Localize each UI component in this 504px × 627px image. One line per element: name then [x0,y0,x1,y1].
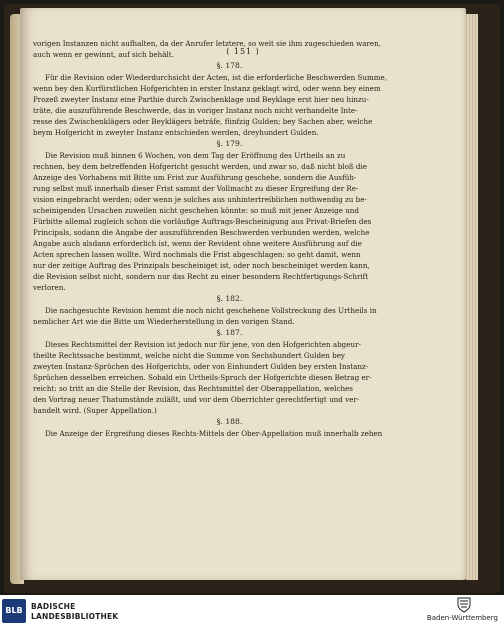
blb-logo[interactable]: BLB [2,599,26,623]
text-line: träte, die auszuführende Beschwerde, das in voriger Instanz noch nicht verhandelte Inte- [33,106,358,115]
text-line: Dieses Rechtsmittel der Revision ist jedoch nur für jene, von den Hofgerichten abgeur- [45,340,361,349]
text-line: auch wenn er gewinnt, auf sich behält. [33,50,174,59]
text-line: theilte Rechtssache bestimmt, welche nicht die Summe von Sechshundert Gulden bey [33,351,345,360]
section-heading: §. 188. [216,417,243,426]
library-name-line2: LANDESBIBLIOTHEK [31,611,119,621]
section-heading: §. 187. [216,328,243,337]
text-line: den Vortrag neuer Thatumstände zuläßt, und vor dem Oberrichter gerechtfertigt und ver- [33,395,360,404]
library-name-line1: BADISCHE [31,602,76,611]
page-number: ( 151 ) [226,47,260,56]
text-line: reicht: so tritt an die Stelle der Revision, das Rechtsmittel der Oberappellation, welches [33,384,353,393]
text-line: Fürbitte allemal zugleich schon die vorläufige Auftrags-Bescheinigung aus Privat-Briefen des [33,217,372,226]
text-line: resse des Zwischenklägers oder Beyklägers beträfe, fünfzig Gulden; bey Sachen aber, welche [33,117,373,126]
text-line: vision eingebracht werden; oder wenn je solches aus unhintertreiblichen nothwendig zu be- [33,195,367,204]
text-line: zweyten Instanz-Sprüchen des Hofgerichts, oder von Einhundert Gulden bey ersten Instanz- [33,362,369,371]
text-line: Anzeige des Vorhabens mit Bitte um Frist zur Ausführung geschehe, sondern die Ausfüh- [33,173,357,182]
page-text [33,36,426,439]
text-line: Sprüchen desselben erreichen. Sobald ein Urtheils-Spruch der Hofgerichte diesen Betrag er- [33,373,372,382]
library-name[interactable] [31,602,118,621]
text-line: Die nachgesuchte Revision hemmt die noch nicht geschehene Vollstreckung des Urtheils in [45,306,377,315]
text-line: beym Hofgericht in zweyter Instanz entschieden werden, dreyhundert Gulden. [33,128,319,137]
section-heading: §. 182. [216,294,243,303]
text-line: Acten sprechen lassen wollte. Wird nochmals die Frist abgeschlagen: so geht damit, wenn [33,250,361,259]
text-line: Prozeß zweyter Instanz eine Parthie durch Zwischenklage und Beyklage erst hier neu hinzu- [33,95,369,104]
text-line: Principals, sodann die Angabe der auszuführenden Beschwerden verbunden werden, welche [33,228,370,237]
text-line: wenn bey den Kurfürstlichen Hofgerichten in erster Instanz geklagt wird, oder wenn bey einem [33,84,381,93]
text-line: Für die Revision oder Wiederdurchsicht der Acten, ist die erforderliche Beschwerden Summe, [45,73,388,82]
text-line: handelt wird. (Super Appellation.) [33,406,157,415]
text-line: rung selbst muß innerhalb dieser Frist sammt der Vollmacht zu dieser Ergreifung der Re- [33,184,359,193]
text-line: die Revision selbst nicht, sondern nur das Recht zu einer besondern Rechtfertigungs-Schrift [33,272,369,281]
text-line: verloren. [33,283,66,292]
footer-bar [0,595,504,627]
text-line: Die Anzeige der Ergreifung dieses Rechts-Mittels der Ober-Appellation muß innerhalb zehen [45,429,383,438]
text-line: rechnen, bey dem betreffenden Hofgericht gesucht werden, und zwar so, daß nicht bloß die [33,162,368,171]
text-line: scheinigenden Ursachen zuweilen nicht geschehen könnte: so muß mit jener Anzeige und [33,206,359,215]
baden-wuerttemberg-crest-icon [457,597,471,613]
text-line: nur der zeitige Auftrag des Prinzipals bescheiniget ist, oder noch bescheiniget werden kann, [33,261,370,270]
text-line: vorigen Instanzen nicht aufhalten, da der Anrufer letztere, so weit sie ihm zugeschieden waren, [33,39,382,48]
section-heading: §. 178. [216,61,243,70]
page-stack-edge [466,14,478,580]
section-heading: §. 179. [216,139,243,148]
text-line: Die Revision muß binnen 6 Wochen, von dem Tag der Eröffnung des Urtheils an zu [45,151,346,160]
region-label[interactable]: Baden-Württemberg [426,614,498,622]
text-line: Angabe auch alsdann erforderlich ist, wenn der Revident ohne weitere Ausführung auf die [33,239,362,248]
text-line: nemlicher Art wie die Bitte um Wiederherstellung in den vorigen Stand. [33,317,295,326]
